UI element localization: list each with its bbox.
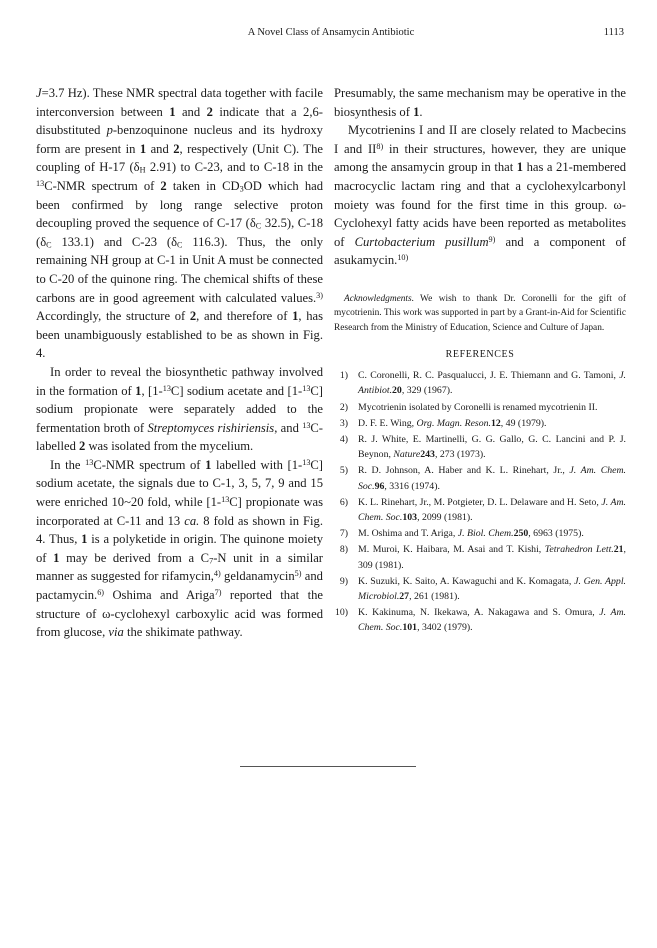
reference-number: 7) — [339, 528, 348, 540]
reference-number: 4) — [339, 433, 348, 445]
end-rule — [240, 766, 416, 767]
paragraph-nmr-structure: J=3.7 Hz). These NMR spectral data together with facile interconversion between 1 and 2 indicate that a 2,6-disubstituted p-benzoquinone nucleus and its hydroxy form are present in 1 and 2, respectively (Unit C). The coupling of H-17 ($\delta_H$ 2.91) to C-23, and to C-18 in the $^{13}$C-NMR spectrum of 2 taken in $CD_3OD$ which had been confirmed by long range selective proton decoupling proved the sequence of C-17 ($\delta_C$ 32.5), C-18 ($\delta_C$ 133.1) and C-23 ($\delta_C$ 116.3). Thus, the only remaining NH group at C-1 in Unit A must be connected to C-20 of the quinone ring. The chemical shifts of these carbons are in good agreement with calculated values.$^{3)}$ Accordingly, the structure of 2, and therefore of 1, has been unambiguously established to be as shown in Fig. 4. — [36, 86, 324, 361]
reference-item: 5) R. D. Johnson, A. Haber and K. L. Rinehart, Jr., J. Am. Chem. Soc.96, 3316 (1974). — [334, 463, 626, 493]
reference-item: 8) M. Muroi, K. Haibara, M. Asai and T. Kishi, Tetrahedron Lett.21, 309 (1981). — [334, 542, 626, 572]
paragraph-mycotrienins: Mycotrienins I and II are closely related to Macbecins I and II$^{8)}$ in their structures, however, they are unique among the ansamycin group in that 1 has a 21-membered macrocyclic lactam ring and that a cyclohexylcarbonyl moiety was found for the first time in this group. ω-Cyclohexyl fatty acids have been reported as metabolites of Curtobacterium pusillum$^{9)}$ and a component of asukamycin.$^{10)}$ — [334, 123, 627, 268]
references-heading: REFERENCES — [445, 349, 515, 361]
reference-number: 1) — [339, 370, 348, 382]
page-number: 1113 — [603, 27, 624, 38]
reference-item: 1) C. Coronelli, R. C. Pasqualucci, J. E. Thiemann and G. Tamoni, J. Antibiot.20, 329 (1967). — [334, 368, 626, 398]
paragraph-biosynthesis: In order to reveal the biosynthetic pathway involved in the formation of 1, [1-$^{13}$C] sodium acetate and [1-$^{13}$C] sodium propionate were separately added to the fermentation broth of Streptomyces rishiriensis, and $^{13}$C-labelled 2 was isolated from the mycelium. — [36, 364, 323, 454]
reference-item: 7) M. Oshima and T. Ariga, J. Biol. Chem.250, 6963 (1975). — [334, 526, 626, 541]
right-column — [334, 84, 626, 637]
reference-item: 2) Mycotrienin isolated by Coronelli is renamed mycotrienin II. — [334, 400, 626, 415]
running-title: A Novel Class of Ansamycin Antibiotic — [247, 27, 415, 38]
reference-number: 10) — [334, 607, 348, 619]
left-column — [36, 84, 323, 642]
reference-item: 10) K. Kakinuma, N. Ikekawa, A. Nakagawa and S. Omura, J. Am. Chem. Soc.101, 3402 (1979). — [334, 607, 626, 634]
acknowledgments-text: We wish to thank Dr. Coronelli for the gift of mycotrienin. This work was supported in part by a Grant-in-Aid for Scientific Research from the Ministry of Education, Science and Culture of Japan. — [334, 293, 626, 333]
reference-number: 3) — [339, 417, 348, 429]
reference-number: 6) — [339, 496, 348, 508]
acknowledgments-lead: Acknowledgments. — [344, 293, 415, 304]
reference-item: 9) K. Suzuki, K. Saito, A. Kawaguchi and K. Komagata, J. Gen. Appl. Microbiol.27, 261 (1981). — [334, 574, 626, 604]
paragraph-mechanism: Presumably, the same mechanism may be operative in the biosynthesis of 1. — [334, 86, 626, 119]
reference-item: 3) D. F. E. Wing, Org. Magn. Reson.12, 49 (1979). — [334, 416, 626, 431]
reference-number: 2) — [339, 401, 348, 413]
reference-item: 4) R. J. White, E. Martinelli, G. G. Gallo, G. C. Lancini and P. J. Beynon, Nature243, 273 (1973). — [334, 432, 626, 462]
reference-list — [334, 368, 626, 635]
acknowledgments — [334, 292, 626, 335]
paragraph-labelling: In the $^{13}$C-NMR spectrum of 1 labelled with [1-$^{13}$C] sodium acetate, the signals due to C-1, 3, 5, 7, 9 and 15 were enriched 10~20 fold, while [1-$^{13}$C] propionate was incorporated at C-11 and 13 ca. 8 fold as shown in Fig. 4. Thus, 1 is a polyketide in origin. The quinone moiety of 1 may be derived from a $C_7-N$ unit in a similar manner as suggested for rifamycin,$^{4)}$ geldanamycin$^{5)}$ and pactamycin.$^{6)}$ Oshima and Ariga$^{7)}$ reported that the structure of ω-cyclohexyl carboxylic acid was formed from glucose, via the shikimate pathway. — [36, 457, 323, 640]
reference-number: 5) — [339, 465, 348, 477]
reference-number: 9) — [339, 575, 348, 587]
reference-item: 6) K. L. Rinehart, Jr., M. Potgieter, D. L. Delaware and H. Seto, J. Am. Chem. Soc.103, 2099 (1981). — [334, 495, 626, 525]
running-header — [36, 27, 626, 43]
reference-number: 8) — [339, 544, 348, 556]
